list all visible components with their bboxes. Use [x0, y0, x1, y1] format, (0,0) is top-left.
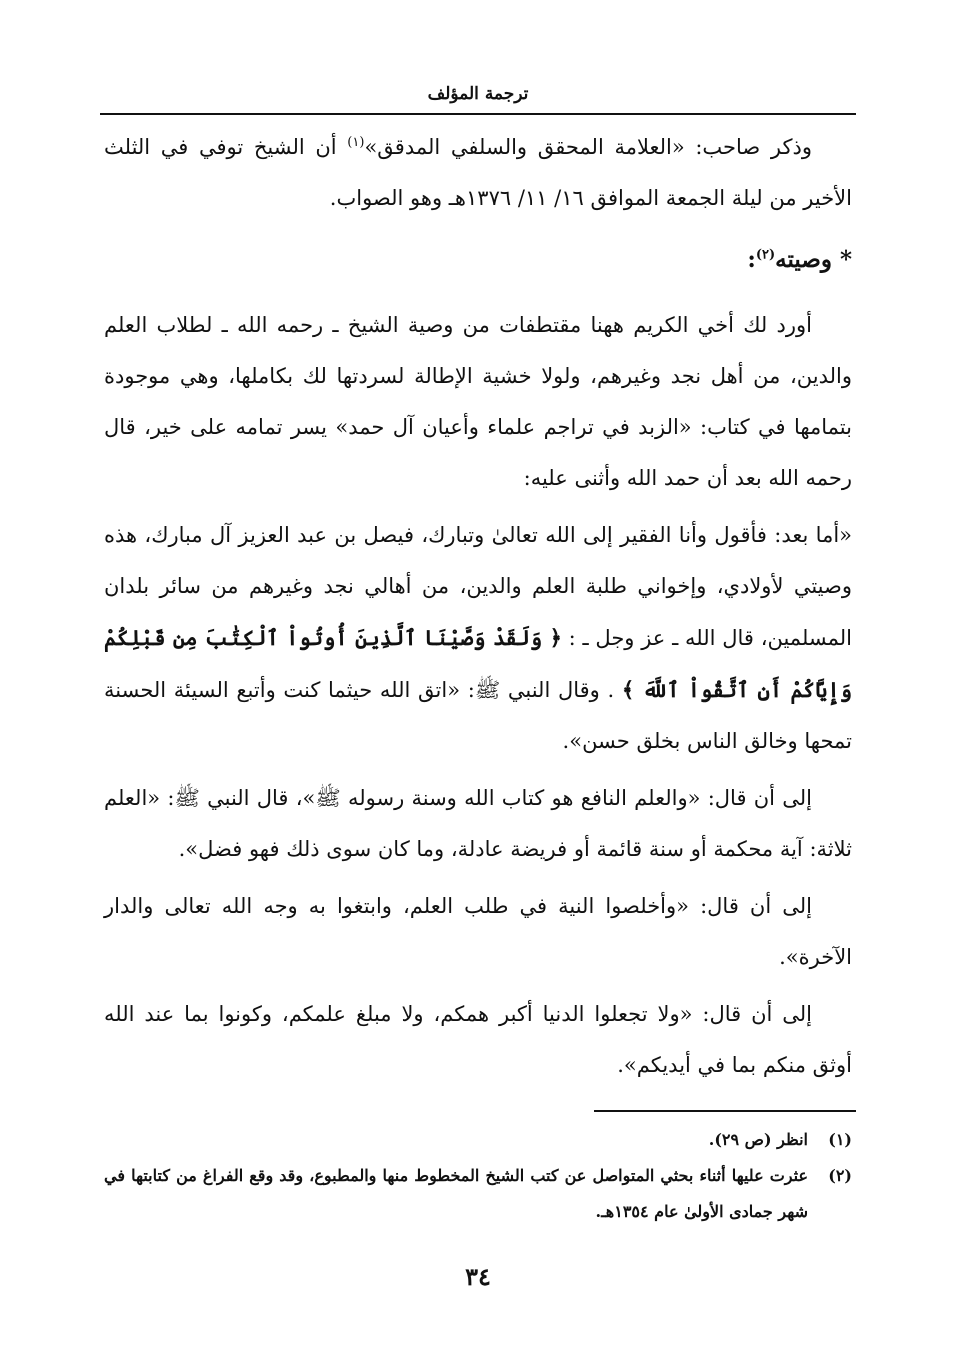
asterisk-icon: *: [839, 246, 852, 273]
running-header: ترجمة المؤلف: [427, 84, 529, 104]
header-rule: [100, 113, 856, 115]
paragraph-text: «أما بعد: فأقول وأنا الفقير إلى الله تعالىٰ وتبارك، فيصل بن عبد العزيز آل مبارك، هذه وصيتي لأولادي، وإخواني طلبة العلم والدين، من أهالي نجد وغيرهم من سائر بلدان المسلمين، قال الله ـ عز وجل ـ :: [104, 523, 852, 650]
footnote-ref-2[interactable]: (٢): [755, 247, 776, 263]
paragraph-text: وذكر صاحب: «العلامة المحقق والسلفي المدقق»: [364, 135, 812, 159]
quran-verse: ﴿ وَلَقَدْ وَصَّيْنَا ٱلَّذِينَ أُوتُواْ ٱلْكِتَٰبَ مِن قَبْلِكُمْ وَإِيَّاكُمْ أَنِ ٱتَّقُواْ ٱللَّهَ ﴾: [104, 625, 853, 702]
footnotes: [104, 1122, 852, 1230]
paragraph-text: . وقال النبي ﷺ: «اتق الله حيثما كنت وأتبع السيئة الحسنة تمحها وخالق الناس بخلق حسن».: [104, 678, 852, 753]
footnote-rule: [594, 1110, 856, 1112]
footnote-text: عثرت عليها أثناء بحثي المتواصل عن كتب الشيخ المخطوط منها والمطبوع، وقد وقع الفراغ من كتابتها في شهر جمادى الأولىٰ عام ١٣٥٤هـ.: [104, 1166, 808, 1221]
section-heading: [104, 230, 852, 290]
footnote-number: (١): [828, 1130, 852, 1149]
footnote-2: [104, 1158, 852, 1230]
paragraph-will-opening: [104, 510, 852, 767]
footnote-number: (٢): [828, 1166, 852, 1185]
paragraph-sincerity: إلى أن قال: «وأخلصوا النية في طلب العلم، وابتغوا به وجه الله تعالى والدار الآخرة».: [104, 894, 852, 969]
paragraph-worldly: إلى أن قال: «ولا تجعلوا الدنيا أكبر همكم، ولا مبلغ علمكم، وكونوا بما عند الله أوثق منكم بما في أيديكم».: [104, 1002, 852, 1077]
page-number: ٣٤: [465, 1262, 491, 1291]
heading-colon: :: [747, 246, 756, 273]
paragraph-intro: أورد لك أخي الكريم ههنا مقتطفات من وصية الشيخ ـ رحمه الله ـ لطلاب العلم والدين، من أهل نجد وغيرهم، ولولا خشية الإطالة لسردتها لك بكاملها، وهي موجودة بتمامها في كتاب: «الزبد في تراجم علماء وأعيان آل حمد» يسر تمامه على خير، قال رحمه الله بعد أن حمد الله وأثنى عليه:: [104, 313, 852, 490]
main-text: [104, 122, 852, 1097]
paragraph-text: أن الشيخ توفي في الثلث الأخير من ليلة الجمعة الموافق ١٦/ ١١/ ١٣٧٦هـ وهو الصواب.: [104, 135, 852, 210]
paragraph-death-date: [104, 122, 852, 224]
paragraph-knowledge: إلى أن قال: «والعلم النافع هو كتاب الله وسنة رسوله ﷺ»، قال النبي ﷺ: «العلم ثلاثة: آية محكمة أو سنة قائمة أو فريضة عادلة، وما كان سوى ذلك فهو فضل».: [104, 786, 852, 861]
footnote-text: انظر (ص ٢٩).: [708, 1130, 808, 1149]
footnote-ref-1[interactable]: (١): [347, 135, 365, 150]
footnote-1: [104, 1122, 852, 1158]
section-title: وصيته: [775, 246, 832, 273]
